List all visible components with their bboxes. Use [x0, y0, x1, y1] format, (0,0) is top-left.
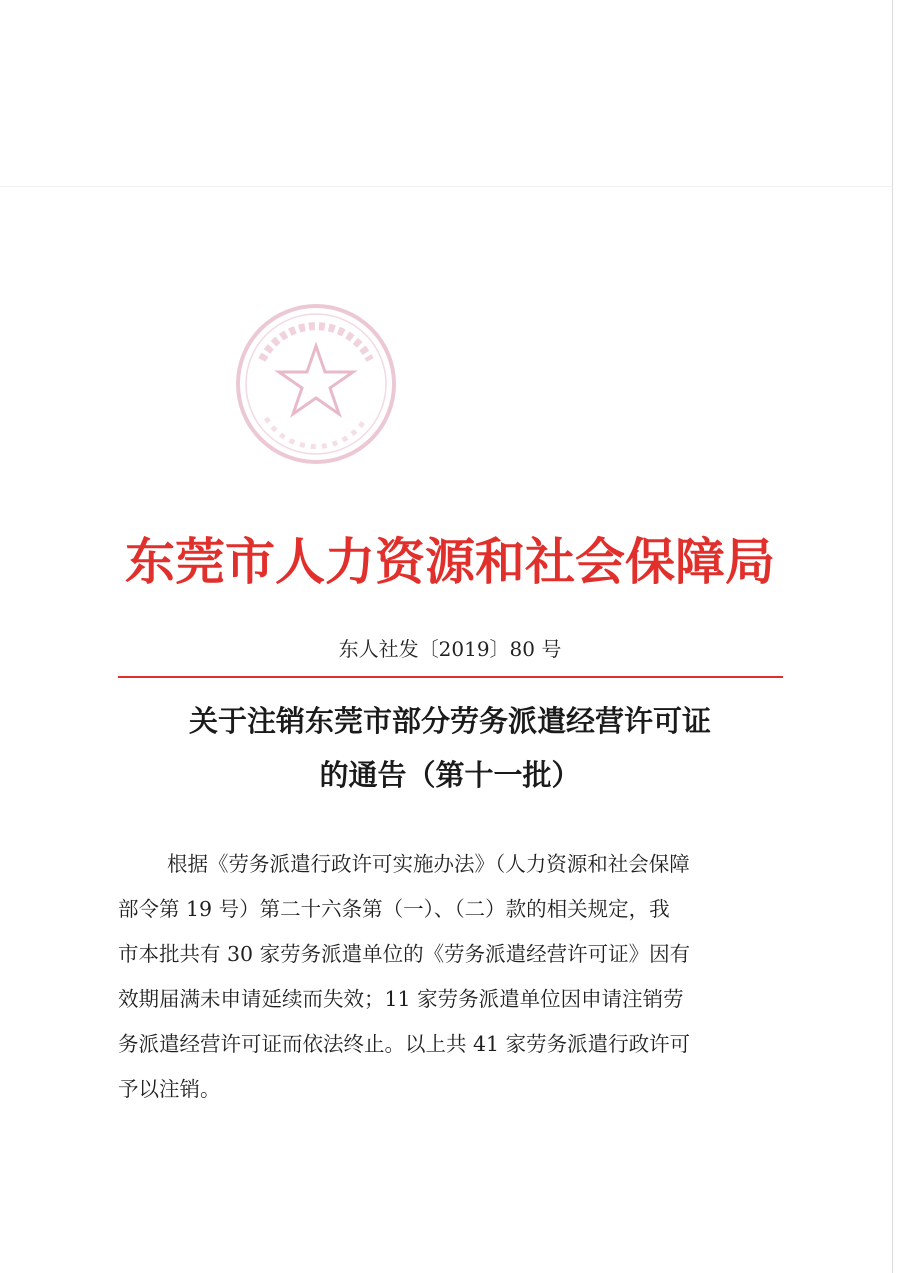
body-line-3: 市本批共有 30 家劳务派遣单位的《劳务派遣经营许可证》因有: [118, 942, 691, 966]
body-line-2: 部令第 19 号）第二十六条第（一）、（二）款的相关规定，我: [118, 897, 670, 921]
notice-title-line-1: 关于注销东莞市部分劳务派遣经营许可证: [188, 704, 711, 738]
body-line-1: 根据《劳务派遣行政许可实施办法》（人力资源和社会保障: [167, 852, 690, 876]
body-line-5: 务派遣经营许可证而依法终止。以上共 41 家劳务派遣行政许可: [118, 1032, 691, 1056]
official-seal: [232, 300, 400, 468]
notice-title-line-2: 的通告（第十一批）: [319, 758, 581, 792]
scan-fold-line: [0, 186, 893, 187]
red-divider: [118, 676, 783, 678]
body-line-4: 效期届满未申请延续而失效；11 家劳务派遣单位因申请注销劳: [118, 987, 684, 1011]
document-number: 东人社发〔2019〕80 号: [338, 637, 562, 661]
body-line-6: 予以注销。: [118, 1077, 221, 1101]
agency-name: 东莞市人力资源和社会保障局: [125, 532, 775, 591]
